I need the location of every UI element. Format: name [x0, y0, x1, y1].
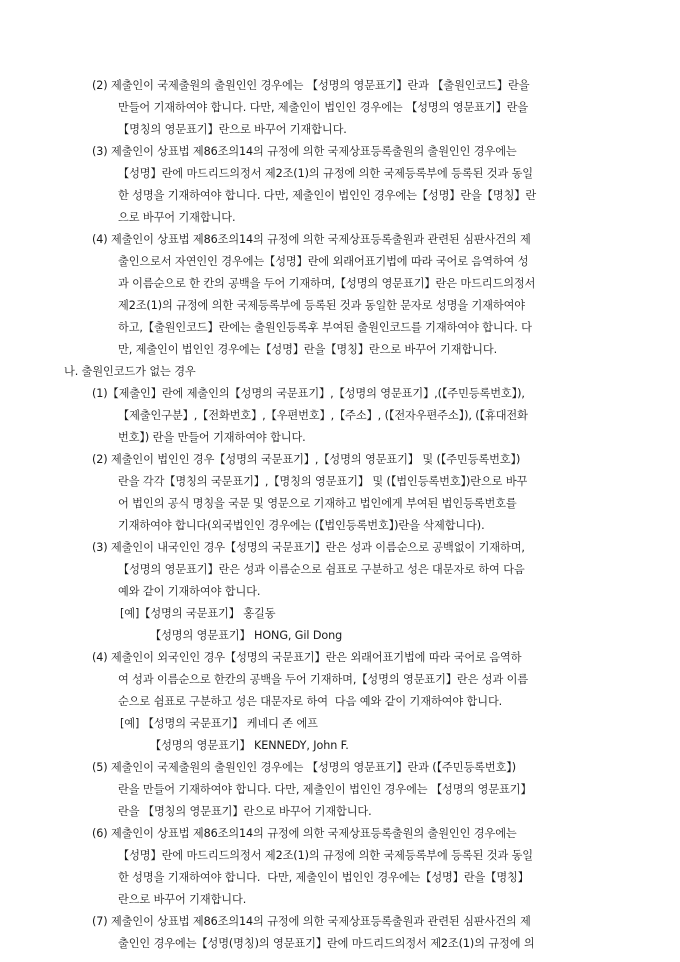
example-line: 【성명의 영문표기】 KENNEDY, John F.: [150, 739, 349, 752]
text-line: (2) 제출인이 법인인 경우【성명의 국문표기】,【성명의 영문표기】 및 (【주민등록번호】): [92, 453, 521, 466]
section-heading: 나. 출원인코드가 없는 경우: [64, 365, 196, 378]
text-line: 만들어 기재하여야 합니다. 다만, 제출인이 법인인 경우에는 【성명의 영문표기】란을: [118, 101, 529, 114]
text-line: 【성명의 영문표기】란은 성과 이름순으로 쉼표로 구분하고 성은 대문자로 하여 다음: [118, 563, 525, 576]
text-line: (5) 제출인이 국제출원의 출원인인 경우에는 【성명의 영문표기】란과 (【주민등록번호】): [92, 761, 517, 774]
text-line: (4) 제출인이 외국인인 경우【성명의 국문표기】란은 외래어표기법에 따라 국어로 음역하: [92, 651, 522, 664]
text-line: 어 법인의 공식 명칭을 국문 및 영문으로 기재하고 법인에게 부여된 법인등록번호를: [118, 497, 517, 510]
text-line: 【성명】란에 마드리드의정서 제2조(1)의 규정에 의한 국제등록부에 등록된 것과 동일: [118, 167, 534, 180]
text-line: 예와 같이 기재하여야 합니다.: [118, 585, 261, 598]
text-line: (3) 제출인이 내국인인 경우【성명의 국문표기】란은 성과 이름순으로 공백없이 기재하며,: [92, 541, 525, 554]
text-line: 란을 만들어 기재하여야 합니다. 다만, 제출인이 법인인 경우에는 【성명의 영문표기】: [118, 783, 532, 796]
text-line: 한 성명을 기재하여야 합니다. 다만, 제출인이 법인인 경우에는【성명】란을【명칭】란: [118, 189, 537, 202]
text-line: 번호】) 란을 만들어 기재하여야 합니다.: [118, 431, 306, 444]
text-line: 하고,【출원인코드】란에는 출원인등록후 부여된 출원인코드를 기재하여야 합니다. 다: [118, 321, 532, 334]
text-line: 【제출인구분】,【전화번호】,【우편번호】,【주소】, (【전자우편주소】), (【휴대전화: [118, 409, 528, 422]
text-line: (1)【제출인】란에 제출인의【성명의 국문표기】,【성명의 영문표기】,(【주민등록번호】),: [92, 387, 525, 400]
example-line: [예] 【성명의 국문표기】 케네디 존 에프: [120, 717, 318, 730]
text-line: 【성명】란에 마드리드의정서 제2조(1)의 규정에 의한 국제등록부에 등록된 것과 동일: [118, 849, 534, 862]
text-line: 제2조(1)의 규정에 의한 국제등록부에 등록된 것과 동일한 문자로 성명을 기재하여야: [118, 299, 526, 312]
text-line: (6) 제출인이 상표법 제86조의14의 규정에 의한 국제상표등록출원의 출원인인 경우에는: [92, 827, 517, 840]
text-line: 란으로 바꾸어 기재합니다.: [118, 893, 247, 906]
text-line: 여 성과 이름순으로 한칸의 공백을 두어 기재하며,【성명의 영문표기】란은 성과 이름: [118, 673, 529, 686]
text-line: 【명칭의 영문표기】란으로 바꾸어 기재합니다.: [118, 123, 347, 136]
example-line: 【성명의 영문표기】 HONG, Gil Dong: [150, 629, 343, 642]
text-line: 으로 바꾸어 기재합니다.: [118, 211, 236, 224]
text-line: 과 이름순으로 한 칸의 공백을 두어 기재하며,【성명의 영문표기】란은 마드리드의정서: [118, 277, 536, 290]
text-line: (3) 제출인이 상표법 제86조의14의 규정에 의한 국제상표등록출원의 출원인인 경우에는: [92, 145, 517, 158]
text-line: 순으로 쉼표로 구분하고 성은 대문자로 하여 다음 예와 같이 기재하여야 합니다.: [118, 695, 503, 708]
text-line: 출인인 경우에는【성명(명칭)의 영문표기】란에 마드리드의정서 제2조(1)의 규정에 의: [118, 937, 535, 950]
example-line: [예]【성명의 국문표기】 홍길동: [120, 607, 276, 620]
text-line: (4) 제출인이 상표법 제86조의14의 규정에 의한 국제상표등록출원과 관련된 심판사건의 제: [92, 233, 531, 246]
text-line: 란을 【명칭의 영문표기】란으로 바꾸어 기재합니다.: [118, 805, 372, 818]
text-line: 출인으로서 자연인인 경우에는【성명】란에 외래어표기법에 따라 국어로 음역하여 성: [118, 255, 529, 268]
text-line: (7) 제출인이 상표법 제86조의14의 규정에 의한 국제상표등록출원과 관련된 심판사건의 제: [92, 915, 531, 928]
text-line: 란을 각각【명칭의 국문표기】,【명칭의 영문표기】 및 (【법인등록번호】)란으로 바꾸: [118, 475, 528, 488]
text-line: (2) 제출인이 국제출원의 출원인인 경우에는 【성명의 영문표기】란과 【출원인코드】란을: [92, 79, 530, 92]
text-line: 한 성명을 기재하여야 합니다. 다만, 제출인이 법인인 경우에는【성명】란을【명칭】: [118, 871, 529, 884]
text-line: 만, 제출인이 법인인 경우에는【성명】란을【명칭】란으로 바꾸어 기재합니다.: [118, 343, 498, 356]
text-line: 기재하여야 합니다(외국법인인 경우에는 (【법인등록번호】)란을 삭제합니다).: [118, 519, 485, 532]
